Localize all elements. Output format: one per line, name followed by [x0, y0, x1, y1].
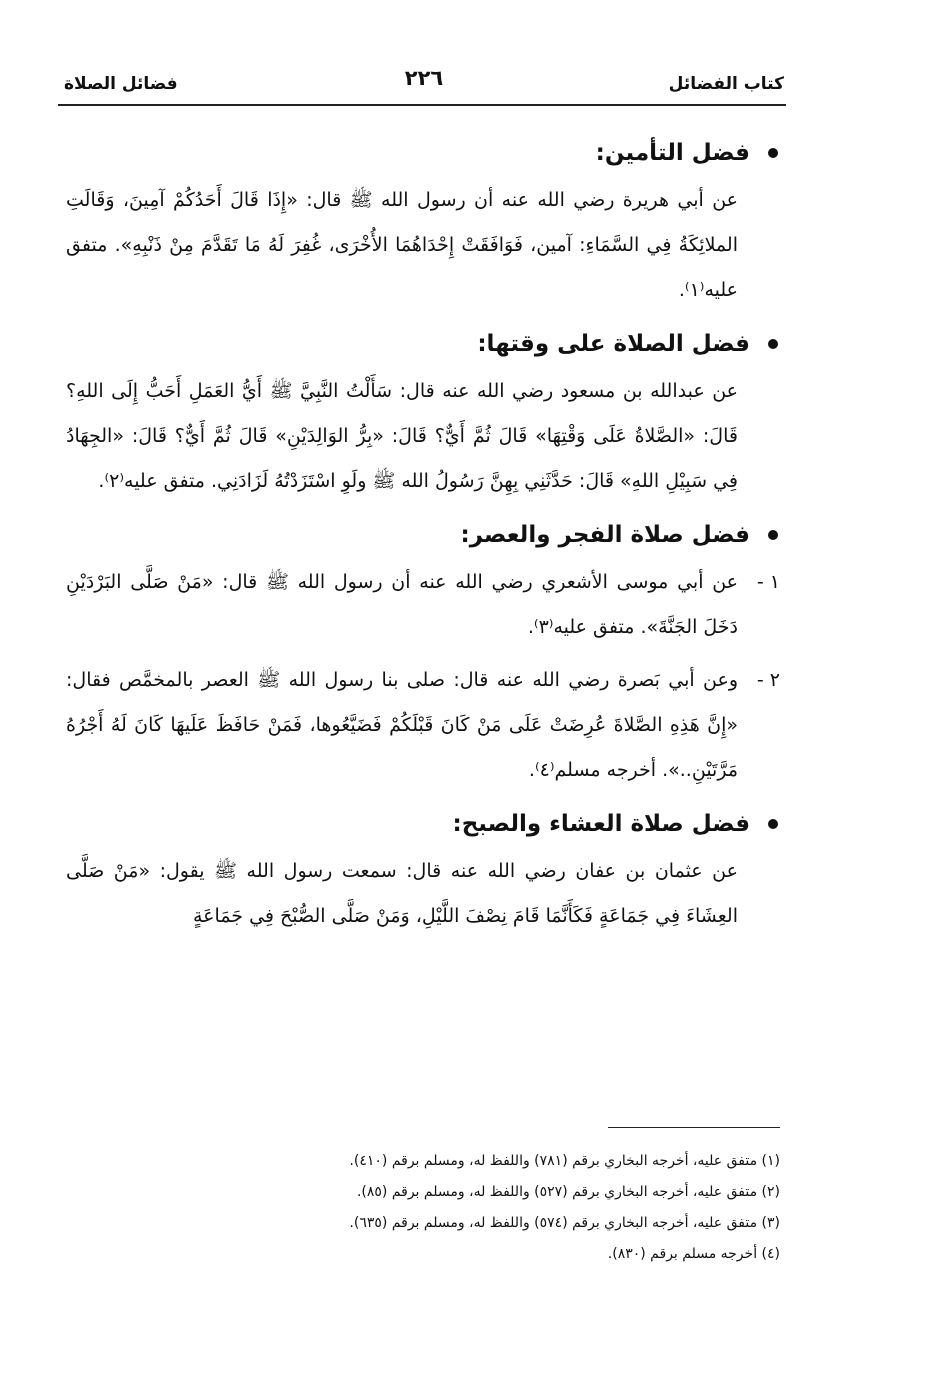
section-prayer-on-time: [66, 331, 750, 504]
section-heading: [66, 331, 750, 357]
chapter-title: فضائل الصلاة: [64, 74, 178, 94]
numbered-hadith: [66, 658, 780, 793]
page-body: [66, 140, 780, 957]
item-number: ١ -: [756, 571, 780, 593]
page-header: [64, 64, 784, 100]
hadith-paragraph: عن عبدالله بن مسعود رضي الله عنه قال: سَأَلْتُ النَّبِيَّ ﷺ أَيُّ العَمَلِ أَحَبُّ إِلَى اللهِ؟ قَالَ: «الصَّلاةُ عَلَى وَقْتِهَا» قَالَ ثُمَّ أَيٌّ؟ قَالَ: «بِرُّ الوَالِدَيْنِ» قَالَ ثُمَّ أَيٌّ؟ قَالَ: «الجِهَادُ فِي سَبِيْلِ اللهِ» قَالَ: حَدَّثَنِي بِهِنَّ رَسُولُ الله ﷺ ولَوِ اسْتَزَدْتُهُ لَزَادَنِي. متفق عليه⁽٢⁾.: [66, 380, 738, 492]
bullet-icon: [768, 339, 778, 349]
header-divider: [58, 104, 786, 106]
footnote: (١) متفق عليه، أخرجه البخاري برقم (٧٨١) واللفظ له، ومسلم برقم (٤١٠).: [349, 1153, 780, 1169]
numbered-hadith: [66, 560, 780, 650]
footnote: (٣) متفق عليه، أخرجه البخاري برقم (٥٧٤) واللفظ له، ومسلم برقم (٦٣٥).: [349, 1215, 780, 1231]
footnote: (٢) متفق عليه، أخرجه البخاري برقم (٥٢٧) واللفظ له، ومسلم برقم (٨٥).: [356, 1184, 780, 1200]
section-title: فضل صلاة العشاء والصبح:: [452, 811, 750, 837]
section-title: فضل الصلاة على وقتها:: [477, 331, 750, 357]
hadith-paragraph: عن عثمان بن عفان رضي الله عنه قال: سمعت رسول الله ﷺ يقول: «مَنْ صَلَّى العِشَاءَ فِي جَمَاعَةٍ فَكَأَنَّمَا قَامَ نِصْفَ اللَّيْلِ، وَمَنْ صَلَّى الصُّبْحَ فِي جَمَاعَةٍ: [66, 860, 738, 927]
hadith-paragraph: وعن أبي بَصرة رضي الله عنه قال: صلى بنا رسول الله ﷺ العصر بالمخمَّص فقال: «إِنَّ هَذِهِ الصَّلاةَ عُرِضَتْ عَلَى مَنْ كَانَ قَبْلَكُمْ فَضَيَّعُوها، فَمَنْ حَافَظَ عَلَيهَا كَانَ لَهُ أَجْرُهُ مَرَّتَيْنِ..». أخرجه مسلم⁽٤⁾.: [66, 669, 738, 781]
section-heading: [66, 811, 750, 837]
hadith-paragraph: عن أبي موسى الأشعري رضي الله عنه أن رسول الله ﷺ قال: «مَنْ صَلَّى البَرْدَيْنِ دَخَلَ الجَنَّةَ». متفق عليه⁽٣⁾.: [66, 571, 738, 638]
bullet-icon: [768, 819, 778, 829]
item-number: ٢ -: [756, 669, 780, 691]
bullet-icon: [768, 148, 778, 158]
section-title: فضل التأمين:: [595, 140, 750, 166]
section-heading: [66, 140, 750, 166]
page-number: ٢٢٦: [404, 66, 444, 90]
book-title: كتاب الفضائل: [668, 74, 784, 94]
hadith-paragraph: عن أبي هريرة رضي الله عنه أن رسول الله ﷺ قال: «إِذَا قَالَ أَحَدُكُمْ آمِينَ، وَقَالَتِ الملائِكَةُ فِي السَّمَاءِ: آمين، فَوَافَقَتْ إِحْدَاهُمَا الأُخْرَى، غُفِرَ لَهُ مَا تَقَدَّمَ مِنْ ذَنْبِهِ». متفق عليه⁽١⁾.: [66, 189, 738, 301]
section-taamin: [66, 140, 750, 313]
section-fajr-asr: [66, 522, 780, 793]
footnote-divider: [608, 1127, 780, 1128]
bullet-icon: [768, 530, 778, 540]
section-title: فضل صلاة الفجر والعصر:: [460, 522, 750, 548]
footnote: (٤) أخرجه مسلم برقم (٨٣٠).: [607, 1246, 780, 1262]
section-isha-subh: [66, 811, 750, 939]
section-heading: [66, 522, 750, 548]
footnotes: [220, 1146, 780, 1270]
